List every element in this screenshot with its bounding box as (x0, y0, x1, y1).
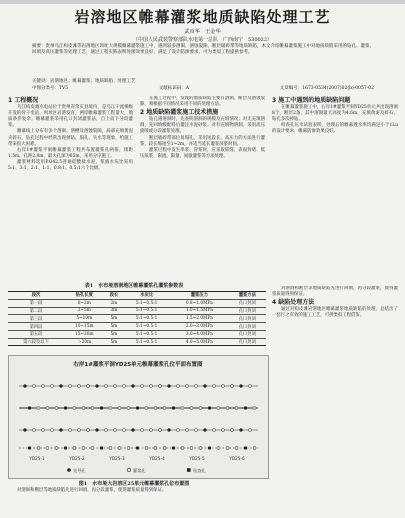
table-row (8, 307, 266, 315)
table-cell: 5m (105, 338, 124, 346)
grout-hole-marker (159, 385, 162, 388)
paragraph: 对溶洞和断层等地质缺陷先进行回填，再分段灌浆，使得灌浆质量得到保证。 (17, 488, 167, 493)
paragraph: 检查孔压水试验表明，处理后的帷幕透水率均满足小于1Lu的设计要求，帷幕防渗效果良好。 (272, 123, 398, 135)
grout-hole-marker (24, 385, 27, 388)
table-row (8, 299, 266, 307)
grout-hole-marker (64, 407, 67, 410)
grout-hole-marker (141, 429, 144, 432)
paragraph: 乌江构皮滩水电站位于贵州省余庆县境内，是乌江干流梯级开发的骨干电站，坝址区岩溶发育，两岸帷幕灌浆工程量大，地质条件复杂。帷幕灌浆采用孔口封闭灌浆法，自上而下分段灌浆。 (8, 105, 133, 129)
grout-hole-marker (42, 385, 45, 388)
legend-label: 先导孔 (73, 468, 86, 473)
grout-hole-marker (195, 429, 198, 432)
grout-hole-marker (190, 447, 193, 450)
grout-hole-marker (69, 385, 72, 388)
paragraph: 在施工过程中，发现的地质缺陷主要有溶洞、断层及溶蚀裂隙，须根据不同情况采用不同的处理方法。 (140, 96, 265, 108)
grout-hole-marker (46, 407, 49, 410)
grout-hole-marker (181, 407, 184, 410)
grout-hole-marker (141, 385, 144, 388)
table-cell: 孔口封闭 (229, 299, 266, 307)
figure-legend (67, 467, 206, 474)
grout-hole-marker (33, 429, 36, 432)
grout-hole-marker (145, 407, 148, 410)
grout-hole-marker (82, 407, 85, 410)
classification-info (32, 86, 374, 92)
table-row (8, 338, 266, 346)
grout-hole-marker (91, 447, 94, 450)
station-label: YD25-5 (189, 456, 205, 461)
grout-hole-marker (213, 429, 216, 432)
grout-hole-marker (78, 429, 81, 432)
table-cell: 5m (105, 330, 124, 338)
grout-hole-marker (33, 385, 36, 388)
grout-hole-marker (73, 407, 76, 410)
section-heading-1: 1 工程概况 (8, 97, 39, 104)
grout-hole-marker (244, 407, 247, 410)
table-cell: 孔口封闭 (229, 330, 266, 338)
grouting-parameter-table (8, 291, 266, 346)
table-cell: 10~15m (64, 323, 104, 331)
column-3-lower (272, 286, 398, 512)
table-cell: 2m (105, 299, 124, 307)
grout-hole-marker (37, 407, 40, 410)
column-2 (140, 96, 265, 281)
paper-title: 岩溶地区帷幕灌浆地质缺陷处理工艺 (74, 8, 331, 26)
grout-hole-marker (217, 407, 220, 410)
table-row (8, 315, 266, 323)
table-cell: ＞20m (64, 338, 104, 346)
grout-hole-marker (28, 407, 31, 410)
paragraph: 右岸1#灌浆平洞帷幕灌浆工程共布置灌浆孔两排，排距1.5m，孔距2.0m，最大孔深为85m，采用分序施工。 (8, 147, 133, 159)
grout-hole-marker (87, 429, 90, 432)
affiliation: （中国人民武装警察部队水电第一总队 广西南宁 530022） (132, 37, 273, 43)
table-cell: 3m (105, 307, 124, 315)
grout-hole-marker (100, 407, 103, 410)
clc-code: 中图分类号：TV5 (32, 86, 69, 91)
grout-hole-marker (186, 429, 189, 432)
figure-1 (8, 355, 269, 479)
table-header: 灌浆压力 (170, 292, 229, 300)
grout-hole-marker (199, 407, 202, 410)
grout-hole-marker (60, 429, 63, 432)
grout-hole-marker (60, 385, 63, 388)
grout-hole-marker (222, 429, 225, 432)
table-cell: 5:1~0.5:1 (123, 330, 170, 338)
grout-hole-marker (42, 429, 45, 432)
table-header: 灌浆方法 (229, 292, 266, 300)
table-cell: 第二段 (8, 307, 64, 315)
grout-hole-marker (73, 447, 76, 450)
grout-hole-marker (132, 429, 135, 432)
table-cell: 孔口封闭 (229, 315, 266, 323)
table-row (8, 330, 266, 338)
grout-hole-marker (127, 447, 130, 450)
grout-hole-marker (105, 429, 108, 432)
article-number: 文章编号：1673-0534(2007)02(b)-0057-02 (279, 86, 374, 91)
grout-hole-marker (204, 385, 207, 388)
station-label: YD25-6 (229, 456, 245, 461)
table-cell: 第六段及以下 (8, 338, 64, 346)
grout-hole-marker (177, 429, 180, 432)
table-cell: 1.5~2.0MPa (170, 315, 229, 323)
grout-hole-marker (87, 385, 90, 388)
figure-caption: 图1 水布垭大岩溶区25单元帷幕灌浆孔位布置图 (78, 481, 190, 487)
legend-marker-pilot (67, 468, 71, 472)
grout-hole-marker (150, 385, 153, 388)
document-code: 文献标识码：A (158, 86, 190, 91)
grout-hole-marker (55, 447, 58, 450)
grout-hole-marker (231, 385, 234, 388)
grout-hole-marker (163, 407, 166, 410)
legend-label: 灌浆孔 (133, 468, 146, 473)
table-header: 水灰比 (123, 292, 170, 300)
table-cell: 3.0~4.0MPa (170, 330, 229, 338)
grout-hole-marker (172, 407, 175, 410)
table-caption: 表1 水布垭溶洞地区帷幕灌浆孔灌浆参数表 (84, 283, 184, 289)
hole-rows (19, 385, 258, 450)
table-cell: 5:1~0.5:1 (123, 315, 170, 323)
table-header: 段次 (8, 292, 64, 300)
grout-hole-marker (159, 429, 162, 432)
table-row (8, 323, 266, 331)
grout-hole-marker (69, 429, 72, 432)
station-label: YD25-3 (109, 456, 125, 461)
grout-hole-marker (109, 407, 112, 410)
header-strip (0, 0, 405, 4)
grout-hole-marker (204, 429, 207, 432)
grout-hole-marker (199, 447, 202, 450)
paragraph: 灌浆材料选用P.O42.5普通硅酸盐水泥，浆液水灰比采用5:1、3:1、2:1、1:1、0.8:1、0.5:1六个比级。 (8, 159, 133, 172)
station-label: YD25-2 (69, 456, 85, 461)
legend-marker-check (187, 468, 191, 472)
grout-hole-marker (78, 385, 81, 388)
grout-hole-marker (181, 447, 184, 450)
paragraph: 灌浆过程中发生串浆、冒浆时，应采取嵌缝、表面封堵、低压浓浆、限流、限量、间歇灌浆等方法处理。 (140, 147, 265, 159)
grout-hole-marker (195, 385, 198, 388)
figure-title: 右岸1#灌浆平洞YD25单元帷幕灌浆孔位平面布置图 (73, 362, 203, 368)
table-cell: 4.0~5.0MPa (170, 338, 229, 346)
table-cell: 5m (105, 315, 124, 323)
grout-hole-marker (235, 407, 238, 410)
grout-hole-marker (231, 429, 234, 432)
grout-hole-marker (109, 447, 112, 450)
grout-hole-marker (64, 447, 67, 450)
table-cell: 5m (105, 323, 124, 331)
grout-hole-marker (190, 407, 193, 410)
keywords: 关键词：岩溶地区；帷幕灌浆；地质缺陷；处理工艺 (32, 79, 136, 84)
grout-hole-marker (118, 407, 121, 410)
table-cell: 第三段 (8, 315, 64, 323)
grout-hole-marker (114, 429, 117, 432)
table-cell: 1.0~1.5MPa (170, 307, 229, 315)
table-cell: 15~20m (64, 330, 104, 338)
station-labels (28, 456, 245, 461)
grout-hole-marker (51, 429, 54, 432)
paragraph: 帷幕线上分布有多个溶洞、溶槽及溶蚀裂隙，局部充填黄泥夹碎石，钻孔过程中经常出现掉钻、塌孔、失水等现象，给施工带来很大困难。 (8, 129, 133, 147)
grout-hole-marker (123, 429, 126, 432)
grout-hole-marker (46, 447, 49, 450)
table-cell: 2.0~3.0MPa (170, 323, 229, 331)
grout-hole-marker (235, 447, 238, 450)
grout-hole-marker (154, 407, 157, 410)
table-cell: 0~2m (64, 299, 104, 307)
grout-hole-marker (249, 429, 252, 432)
authors: 武章华 王金华 (184, 29, 221, 35)
section-heading-4: 4 缺陷处理方法 (272, 299, 315, 307)
grout-hole-marker (37, 447, 40, 450)
grout-hole-marker (150, 429, 153, 432)
grout-hole-marker (123, 385, 126, 388)
grout-hole-marker (226, 407, 229, 410)
grout-hole-marker (91, 407, 94, 410)
table-cell: 5:1~0.5:1 (123, 299, 170, 307)
table-cell: 5:1~0.5:1 (123, 307, 170, 315)
grout-hole-marker (240, 385, 243, 388)
text-below-figure (8, 488, 266, 494)
table-header-row (8, 292, 266, 300)
grout-hole-marker (226, 447, 229, 450)
grout-hole-marker (118, 447, 121, 450)
grout-hole-marker (127, 407, 130, 410)
section-heading-2: 2 地质缺陷灌浆施工技术措施 (140, 109, 219, 117)
grout-hole-marker (82, 447, 85, 450)
grout-hole-marker (96, 385, 99, 388)
table-cell: 5:1~0.5:1 (123, 338, 170, 346)
paragraph: 对溶洞和断层等地质缺陷先进行回填，再分段灌浆，使得灌浆质量得到保证。 (272, 286, 398, 298)
table-cell: 5:1~0.5:1 (123, 323, 170, 331)
grout-hole-marker (96, 429, 99, 432)
station-label: YD25-1 (29, 456, 45, 461)
grout-hole-marker (136, 407, 139, 410)
table-cell: 5~10m (64, 315, 104, 323)
table-header: 钻孔长度 (64, 292, 104, 300)
table-cell: 第五段 (8, 330, 64, 338)
grout-hole-marker (28, 447, 31, 450)
table-header: 段长 (105, 292, 124, 300)
grout-hole-marker (213, 385, 216, 388)
grout-hole-marker (145, 447, 148, 450)
column-1 (8, 96, 133, 281)
legend-marker-grout (127, 468, 131, 472)
grout-hole-marker (168, 429, 171, 432)
paragraph: 通过对构皮滩岩溶地区帷幕灌浆地质缺陷的处理，总结出了一套行之有效的施工工艺，可供类似工程借鉴。 (272, 307, 398, 319)
table-cell: 孔口封闭 (229, 338, 266, 346)
grout-hole-marker (172, 447, 175, 450)
table-cell: 第一段 (8, 299, 64, 307)
grout-hole-marker (163, 447, 166, 450)
grout-hole-marker (249, 385, 252, 388)
grout-hole-marker (114, 385, 117, 388)
legend-label: 检查孔 (193, 468, 206, 473)
grout-hole-marker (240, 429, 243, 432)
grout-hole-marker (208, 407, 211, 410)
table-cell: 2~5m (64, 307, 104, 315)
grout-hole-marker (177, 385, 180, 388)
table-cell: 孔口封闭 (229, 307, 266, 315)
station-label: YD25-4 (149, 456, 165, 461)
grout-hole-marker (24, 429, 27, 432)
hole-layout-plan (9, 356, 268, 478)
paragraph: 在帷幕灌浆施工中，右岸1#灌浆平洞YD25单元共出现溶洞8个，断层2条，其中溶洞最大高度为4.6m，充填黄泥及碎石，钻孔多次掉钻。 (272, 105, 398, 123)
grout-hole-marker (132, 385, 135, 388)
grout-hole-marker (154, 447, 157, 450)
paragraph: 钻孔遇溶洞时，先查明溶洞的规模及充填情况；对无充填溶洞，先回填级配料后灌注水泥砂浆；对有充填物溶洞，采用高压旋喷或分段灌浆处理。 (140, 117, 265, 135)
grout-hole-marker (253, 447, 256, 450)
grout-hole-marker (105, 385, 108, 388)
grout-hole-marker (217, 447, 220, 450)
grout-hole-marker (51, 385, 54, 388)
table-cell: 孔口封闭 (229, 323, 266, 331)
abstract: 摘要：贵州乌江构皮滩等岩溶地区坝址大规模帷幕灌浆施工中，遇到较多溶洞、溶蚀裂隙、断层破碎带等地质缺陷，本文介绍帷幕灌浆施工中对地质缺陷采用的钻孔、灌浆、回填及高压灌浆等处理工艺，通过工程实践表明处理效果良好，满足了设计防渗要求，可为类似工程提供参考。 (32, 44, 374, 56)
paragraph: 断层破碎带部位易塌孔，采用短段长、高压力的方法进行灌浆，段长缩短至1~2m，并适当延长灌浆屏浆时间。 (140, 135, 265, 147)
table-cell: 0.8~1.0MPa (170, 299, 229, 307)
grout-hole-marker (222, 385, 225, 388)
grout-hole-marker (168, 385, 171, 388)
column-3 (272, 96, 398, 281)
grout-hole-marker (55, 407, 58, 410)
section-heading-3: 3 施工中遇到的地质缺陷问题 (272, 97, 351, 104)
grout-hole-marker (253, 407, 256, 410)
grout-hole-marker (100, 447, 103, 450)
grout-hole-marker (136, 447, 139, 450)
grout-hole-marker (244, 447, 247, 450)
grout-hole-marker (186, 385, 189, 388)
grout-hole-marker (208, 447, 211, 450)
table-cell: 第四段 (8, 323, 64, 331)
